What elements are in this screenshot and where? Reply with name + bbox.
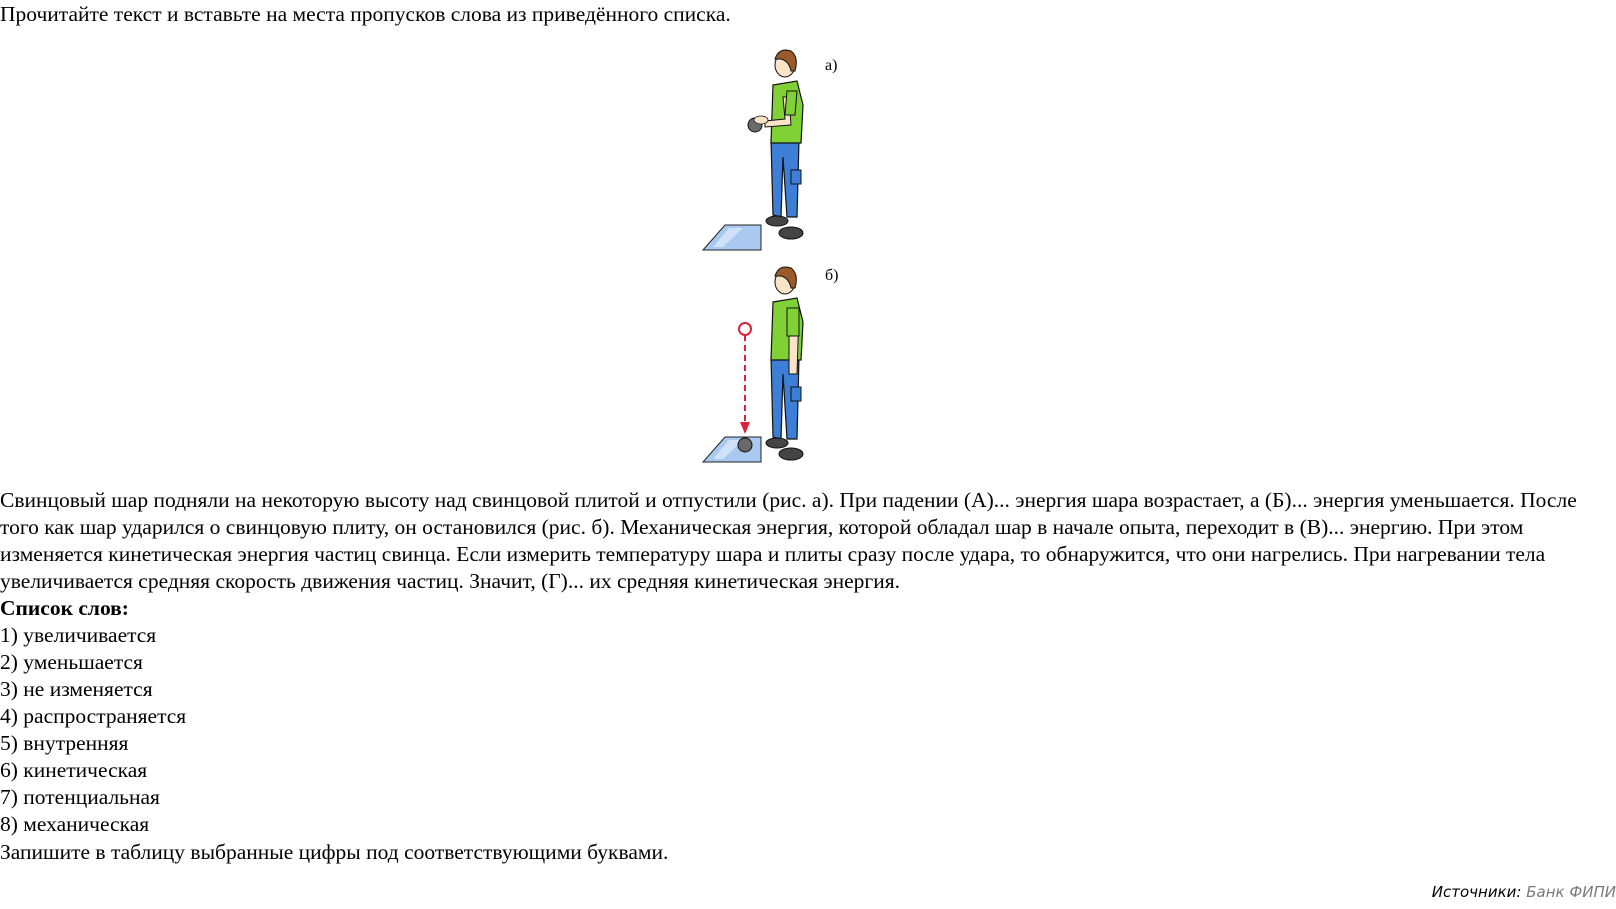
word-list-item: 6) кинетическая <box>0 758 148 782</box>
word-list-item: 1) увеличивается <box>0 623 157 647</box>
word-list-item: 8) механическая <box>0 812 150 836</box>
word-list-item: 2) уменьшается <box>0 650 143 674</box>
word-list-title: Список слов: <box>0 596 129 620</box>
source-label: Источники: <box>1431 883 1522 901</box>
boy-holding-ball-illustration <box>693 45 823 255</box>
figure-a-label: а) <box>825 57 838 74</box>
figure-b-label: б) <box>825 267 839 284</box>
figure-a <box>0 45 1616 255</box>
word-list-item: 4) распространяется <box>0 704 187 728</box>
word-list-item: 7) потенциальная <box>0 785 160 809</box>
word-list-item: 5) внутренняя <box>0 731 129 755</box>
task-intro: Прочитайте текст и вставьте на места пропусков слова из приведённого списка. <box>0 2 731 26</box>
source-attribution <box>1432 882 1616 902</box>
word-list-item: 3) не изменяется <box>0 677 153 701</box>
task-passage: Свинцовый шар подняли на некоторую высоту над свинцовой плитой и отпустили (рис. а). При падении (А)... энергия шара возрастает, а (Б)... энергия уменьшается. После того как шар ударился о свинцовую плиту, он остановился (рис. б). Механическая энергия, которой обладал шар в начале опыта, переходит в (В)... энергию. При этом изменяется кинетическая энергия частиц свинца. Если измерить температуру шара и плиты сразу после удара, то обнаружится, что они нагрелись. При нагревании тела увеличивается средняя скорость движения частиц. Значит, (Г)... их средняя кинетическая энергия. <box>0 488 1577 593</box>
task-instruction: Запишите в таблицу выбранные цифры под соответствующими буквами. <box>0 840 669 864</box>
start-position-icon <box>739 323 751 335</box>
ball-dropped-illustration <box>693 262 823 472</box>
word-list <box>0 595 186 838</box>
figure-b <box>0 262 1616 472</box>
arrow-down-icon <box>740 422 750 434</box>
source-link[interactable]: Банк ФИПИ <box>1526 883 1616 901</box>
